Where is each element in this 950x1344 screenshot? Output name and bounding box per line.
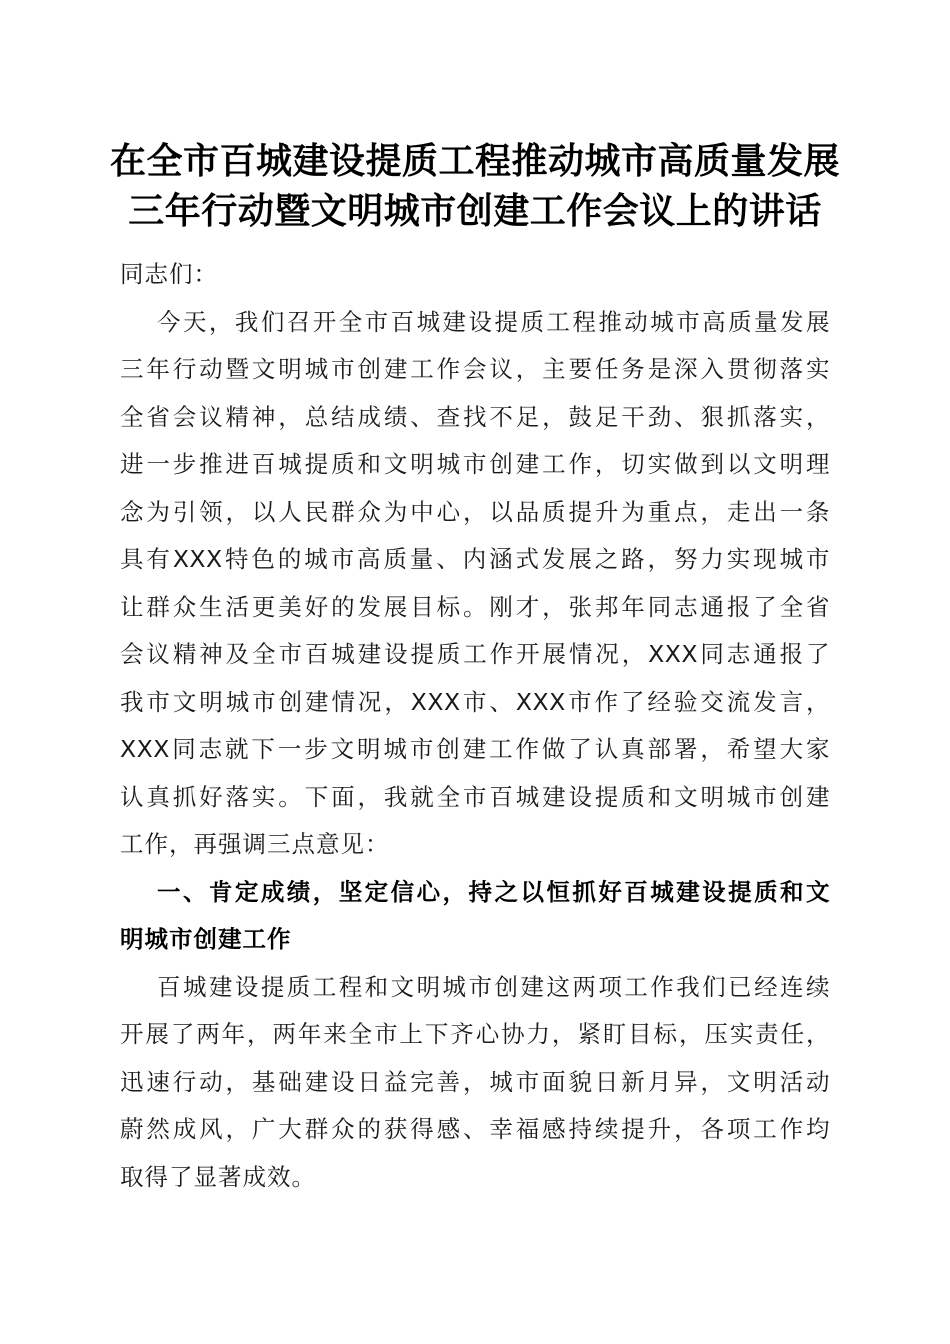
- paragraph-line: 开展了两年，两年来全市上下齐心协力，紧盯目标，压实责任，: [120, 1020, 830, 1048]
- section-heading-1: [120, 869, 830, 964]
- title-line-1: 在全市百城建设提质工程推动城市高质量发展: [109, 140, 840, 182]
- paragraph-line: 进一步推进百城提质和文明城市创建工作，切实做到以文明理: [120, 450, 830, 478]
- title-line-2: 三年行动暨文明城市创建工作会议上的讲话: [128, 190, 822, 232]
- heading-line: 明城市创建工作: [120, 925, 292, 953]
- paragraph-line: 取得了显著成效。: [120, 1162, 316, 1191]
- paragraph-line: 认真抓好落实。下面，我就全市百城建设提质和文明城市创建: [120, 782, 830, 811]
- paragraph-line: 会议精神及全市百城建设提质工作开展情况，XXX同志通报了: [120, 640, 830, 668]
- heading-line: 一、肯定成绩，坚定信心，持之以恒抓好百城建设提质和文: [157, 877, 830, 906]
- paragraph-line: 让群众生活更美好的发展目标。刚才，张邦年同志通报了全省: [120, 592, 830, 621]
- document-title: [100, 136, 850, 236]
- paragraph-line: 百城建设提质工程和文明城市创建这两项工作我们已经连续: [157, 972, 830, 1001]
- paragraph-line: 今天，我们召开全市百城建设提质工程推动城市高质量发展: [157, 307, 830, 336]
- paragraph-opening: [120, 299, 830, 869]
- paragraph-line: 念为引领，以人民群众为中心，以品质提升为重点，走出一条: [120, 497, 830, 526]
- paragraph-line: 三年行动暨文明城市创建工作会议，主要任务是深入贯彻落实: [120, 355, 830, 383]
- paragraph-line: 迅速行动，基础建设日益完善，城市面貌日新月异，文明活动: [120, 1067, 830, 1096]
- document-body: [120, 251, 830, 1201]
- paragraph-achievements: [120, 964, 830, 1202]
- paragraph-line: 全省会议精神，总结成绩、查找不足，鼓足干劲、狠抓落实，: [120, 402, 830, 431]
- paragraph-line: XXX同志就下一步文明城市创建工作做了认真部署，希望大家: [120, 735, 830, 763]
- paragraph-line: 蔚然成风，广大群众的获得感、幸福感持续提升，各项工作均: [120, 1115, 830, 1143]
- paragraph-line: 我市文明城市创建情况，XXX市、XXX市作了经验交流发言，: [120, 687, 830, 716]
- paragraph-line: 具有XXX特色的城市高质量、内涵式发展之路，努力实现城市: [120, 545, 830, 573]
- paragraph-line: 工作，再强调三点意见：: [120, 830, 390, 858]
- greeting: 同志们：: [120, 260, 218, 288]
